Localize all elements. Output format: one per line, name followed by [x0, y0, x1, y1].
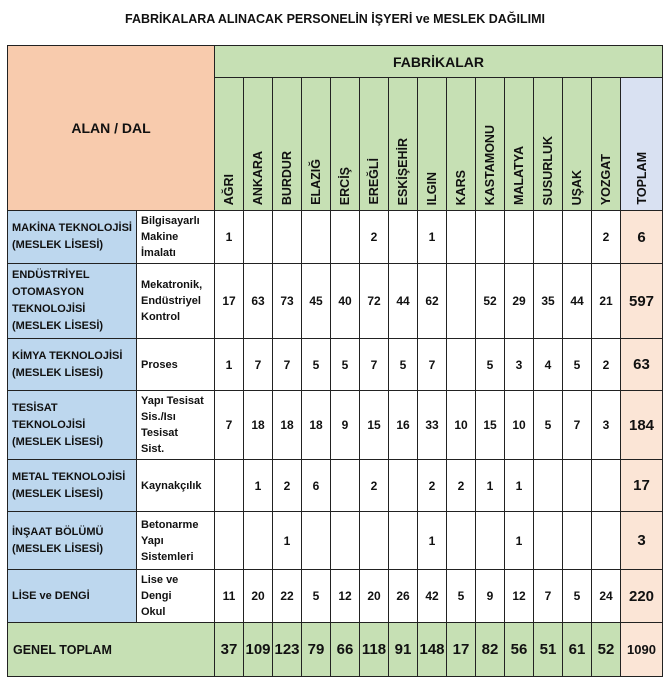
value-cell: 62 — [418, 264, 447, 339]
value-cell: 2 — [418, 460, 447, 512]
row-total-cell: 6 — [621, 211, 663, 264]
value-cell — [447, 264, 476, 339]
genel-value-cell: 52 — [592, 623, 621, 677]
dal-line: Bilgisayarlı — [141, 215, 200, 227]
value-cell — [360, 512, 389, 570]
value-cell — [592, 512, 621, 570]
dal-line: Kontrol — [141, 311, 181, 323]
value-cell: 1 — [215, 339, 244, 391]
city-header-label: ELAZIĞ — [309, 159, 323, 205]
value-cell — [331, 512, 360, 570]
city-header-label: YOZGAT — [599, 153, 613, 205]
value-cell — [563, 211, 592, 264]
value-cell: 1 — [418, 512, 447, 570]
value-cell: 2 — [273, 460, 302, 512]
city-header-label: KASTAMONU — [483, 124, 497, 205]
value-cell: 17 — [215, 264, 244, 339]
value-cell: 7 — [273, 339, 302, 391]
value-cell: 44 — [563, 264, 592, 339]
row-total-cell: 597 — [621, 264, 663, 339]
genel-value-cell: 148 — [418, 623, 447, 677]
alan-line: ENDÜSTRİYEL — [12, 269, 90, 281]
dal-cell — [137, 264, 215, 339]
dal-line: Kaynakçılık — [141, 479, 202, 492]
dal-cell — [137, 391, 215, 460]
table-row — [8, 460, 663, 512]
header-alan-dal: ALAN / DAL — [8, 46, 215, 211]
value-cell: 6 — [302, 460, 331, 512]
value-cell: 29 — [505, 264, 534, 339]
city-header-label: SUSURLUK — [541, 135, 555, 205]
dal-line: Proses — [141, 358, 178, 371]
value-cell: 73 — [273, 264, 302, 339]
value-cell: 5 — [447, 570, 476, 623]
dal-line: Lise ve Dengi — [141, 574, 179, 602]
city-header-label: AĞRI — [222, 173, 236, 205]
genel-toplam-row — [8, 623, 663, 677]
value-cell: 2 — [592, 339, 621, 391]
value-cell: 12 — [505, 570, 534, 623]
row-total-cell: 63 — [621, 339, 663, 391]
value-cell: 5 — [476, 339, 505, 391]
alan-cell — [8, 264, 137, 339]
alan-line: METAL TEKNOLOJİSİ — [12, 470, 126, 483]
title-ve: ve — [415, 12, 430, 26]
value-cell — [476, 211, 505, 264]
city-header — [360, 78, 389, 211]
dal-line: Makine İmalatı — [141, 231, 179, 259]
value-cell — [302, 211, 331, 264]
genel-value-cell: 109 — [244, 623, 273, 677]
value-cell: 18 — [302, 391, 331, 460]
header-fabrikalar: FABRİKALAR — [215, 46, 663, 78]
toplam-header — [621, 78, 663, 211]
genel-value-cell: 61 — [563, 623, 592, 677]
city-header-label: ESKİŞEHİR — [396, 137, 410, 205]
row-total-cell: 184 — [621, 391, 663, 460]
value-cell — [215, 512, 244, 570]
genel-value-cell: 82 — [476, 623, 505, 677]
value-cell — [476, 512, 505, 570]
city-header — [563, 78, 592, 211]
value-cell — [273, 211, 302, 264]
alan-cell — [8, 512, 137, 570]
table-row — [8, 391, 663, 460]
distribution-table — [7, 45, 663, 677]
value-cell: 24 — [592, 570, 621, 623]
value-cell: 44 — [389, 264, 418, 339]
value-cell — [244, 211, 273, 264]
value-cell: 52 — [476, 264, 505, 339]
dal-line: Yapı Tesisat — [141, 395, 204, 407]
value-cell — [534, 460, 563, 512]
value-cell: 9 — [476, 570, 505, 623]
alan-line: (MESLEK LİSESİ) — [12, 542, 104, 555]
value-cell — [447, 339, 476, 391]
table-row — [8, 211, 663, 264]
alan-line: (MESLEK LİSESİ) — [12, 239, 104, 251]
city-header-label: EREĞLİ — [367, 158, 381, 205]
dal-line: Betonarme — [141, 518, 199, 531]
row-total-cell: 3 — [621, 512, 663, 570]
value-cell: 20 — [360, 570, 389, 623]
alan-cell — [8, 339, 137, 391]
dal-cell — [137, 570, 215, 623]
city-header — [476, 78, 505, 211]
alan-cell — [8, 570, 137, 623]
value-cell: 26 — [389, 570, 418, 623]
row-total-cell: 17 — [621, 460, 663, 512]
value-cell: 1 — [244, 460, 273, 512]
dal-line: Endüstriyel — [141, 295, 201, 307]
row-total-cell: 220 — [621, 570, 663, 623]
genel-value-cell: 51 — [534, 623, 563, 677]
value-cell: 42 — [418, 570, 447, 623]
genel-total-cell: 1090 — [621, 623, 663, 677]
value-cell: 5 — [563, 570, 592, 623]
value-cell: 35 — [534, 264, 563, 339]
city-header — [534, 78, 563, 211]
toplam-header-label: TOPLAM — [634, 152, 649, 205]
city-header — [592, 78, 621, 211]
table-row — [8, 339, 663, 391]
table-row — [8, 512, 663, 570]
value-cell — [302, 512, 331, 570]
value-cell: 21 — [592, 264, 621, 339]
value-cell: 22 — [273, 570, 302, 623]
value-cell: 1 — [505, 512, 534, 570]
value-cell: 7 — [563, 391, 592, 460]
table-row — [8, 264, 663, 339]
value-cell: 16 — [389, 391, 418, 460]
alan-line: TEKNOLOJİSİ — [12, 303, 86, 315]
alan-line: (MESLEK LİSESİ) — [12, 435, 104, 448]
value-cell: 7 — [215, 391, 244, 460]
alan-line: (MESLEK LİSESİ) — [12, 320, 104, 332]
value-cell: 1 — [476, 460, 505, 512]
page-title — [0, 12, 670, 26]
value-cell: 5 — [389, 339, 418, 391]
alan-line: TESİSAT TEKNOLOJİSİ — [12, 401, 86, 431]
genel-value-cell: 91 — [389, 623, 418, 677]
value-cell: 2 — [360, 460, 389, 512]
value-cell: 20 — [244, 570, 273, 623]
value-cell: 1 — [418, 211, 447, 264]
city-header — [244, 78, 273, 211]
alan-line: MAKİNA TEKNOLOJİSİ — [12, 222, 132, 234]
value-cell — [331, 211, 360, 264]
city-header — [273, 78, 302, 211]
dal-line: Sis./Isı Tesisat — [141, 411, 179, 439]
genel-value-cell: 56 — [505, 623, 534, 677]
value-cell — [447, 211, 476, 264]
alan-line: (MESLEK LİSESİ) — [12, 366, 104, 379]
value-cell: 7 — [244, 339, 273, 391]
value-cell — [563, 460, 592, 512]
genel-value-cell: 66 — [331, 623, 360, 677]
value-cell: 5 — [302, 570, 331, 623]
value-cell: 7 — [360, 339, 389, 391]
alan-line: İNŞAAT BÖLÜMÜ — [12, 525, 104, 538]
value-cell — [389, 512, 418, 570]
value-cell: 10 — [505, 391, 534, 460]
value-cell: 9 — [331, 391, 360, 460]
value-cell: 3 — [592, 391, 621, 460]
genel-value-cell: 17 — [447, 623, 476, 677]
value-cell: 11 — [215, 570, 244, 623]
value-cell: 3 — [505, 339, 534, 391]
genel-value-cell: 37 — [215, 623, 244, 677]
value-cell: 18 — [244, 391, 273, 460]
city-header — [215, 78, 244, 211]
value-cell: 33 — [418, 391, 447, 460]
value-cell: 7 — [418, 339, 447, 391]
value-cell: 63 — [244, 264, 273, 339]
value-cell: 5 — [563, 339, 592, 391]
table-row — [8, 570, 663, 623]
value-cell: 2 — [592, 211, 621, 264]
alan-line: KİMYA TEKNOLOJİSİ — [12, 349, 123, 362]
value-cell: 7 — [534, 570, 563, 623]
dal-line: Okul — [141, 606, 166, 618]
value-cell — [389, 211, 418, 264]
title-main: FABRİKALARA ALINACAK PERSONELİN İŞYERİ — [125, 12, 413, 26]
alan-line: LİSE ve DENGİ — [12, 589, 90, 602]
value-cell: 2 — [360, 211, 389, 264]
value-cell — [534, 512, 563, 570]
value-cell: 45 — [302, 264, 331, 339]
value-cell: 1 — [505, 460, 534, 512]
city-header-label: KARS — [454, 169, 468, 205]
value-cell — [563, 512, 592, 570]
dal-cell — [137, 460, 215, 512]
value-cell — [592, 460, 621, 512]
alan-cell — [8, 391, 137, 460]
value-cell: 5 — [331, 339, 360, 391]
value-cell: 15 — [360, 391, 389, 460]
value-cell — [389, 460, 418, 512]
dal-cell — [137, 512, 215, 570]
genel-value-cell: 123 — [273, 623, 302, 677]
dal-line: Yapı Sistemleri — [141, 534, 194, 563]
dal-cell — [137, 211, 215, 264]
value-cell — [534, 211, 563, 264]
genel-toplam-label: GENEL TOPLAM — [8, 623, 215, 677]
city-header-label: ILGIN — [425, 171, 439, 205]
genel-value-cell: 79 — [302, 623, 331, 677]
city-header — [389, 78, 418, 211]
city-header-label: MALATYA — [512, 145, 526, 205]
city-header-label: ANKARA — [251, 150, 265, 205]
city-header-label: BURDUR — [280, 150, 294, 205]
value-cell: 15 — [476, 391, 505, 460]
alan-cell — [8, 460, 137, 512]
title-end: MESLEK DAĞILIMI — [433, 12, 545, 26]
dal-line: Sist. — [141, 443, 165, 455]
value-cell: 12 — [331, 570, 360, 623]
value-cell — [215, 460, 244, 512]
value-cell: 10 — [447, 391, 476, 460]
alan-cell — [8, 211, 137, 264]
value-cell: 2 — [447, 460, 476, 512]
value-cell — [505, 211, 534, 264]
value-cell: 1 — [273, 512, 302, 570]
value-cell: 40 — [331, 264, 360, 339]
city-header — [302, 78, 331, 211]
table-body — [8, 211, 663, 677]
city-header — [418, 78, 447, 211]
value-cell — [244, 512, 273, 570]
genel-value-cell: 118 — [360, 623, 389, 677]
city-header — [505, 78, 534, 211]
value-cell — [331, 460, 360, 512]
dal-cell — [137, 339, 215, 391]
value-cell: 4 — [534, 339, 563, 391]
value-cell: 18 — [273, 391, 302, 460]
alan-line: OTOMASYON — [12, 286, 84, 298]
city-header-label: ERCİŞ — [338, 166, 352, 205]
value-cell — [447, 512, 476, 570]
value-cell: 72 — [360, 264, 389, 339]
city-header — [331, 78, 360, 211]
city-header — [447, 78, 476, 211]
value-cell: 1 — [215, 211, 244, 264]
value-cell: 5 — [534, 391, 563, 460]
dal-line: Mekatronik, — [141, 279, 203, 291]
alan-line: (MESLEK LİSESİ) — [12, 487, 104, 500]
value-cell: 5 — [302, 339, 331, 391]
city-header-label: UŞAK — [570, 169, 584, 205]
